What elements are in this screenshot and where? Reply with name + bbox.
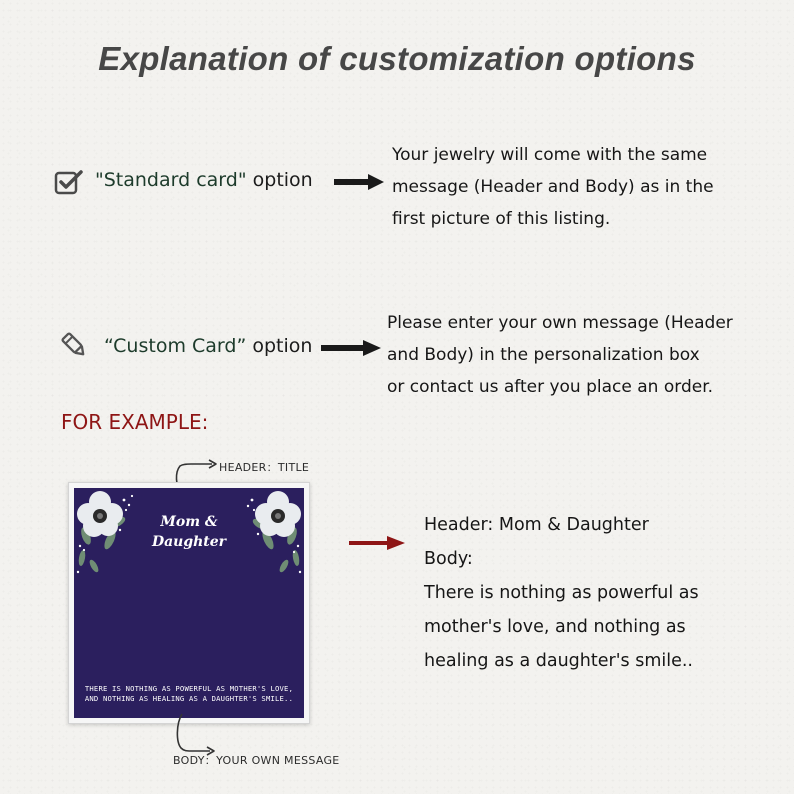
example-body-line: healing as a daughter's smile.. <box>424 651 693 671</box>
description-line: Your jewelry will come with the same <box>392 145 708 165</box>
custom-card-name: “Custom Card” <box>104 335 247 357</box>
description-line: Please enter your own message (Header <box>387 313 733 333</box>
header-callout-label: HEADER：TITLE <box>219 461 310 474</box>
standard-arrow-icon <box>334 174 384 190</box>
custom-card-suffix: option <box>246 335 313 357</box>
pencil-icon <box>59 330 89 364</box>
card-header-text <box>74 512 304 552</box>
checkbox-icon <box>54 168 84 200</box>
example-body-label: Body: <box>424 549 473 569</box>
page-title: Explanation of customization options <box>98 40 696 77</box>
custom-card-option-label <box>104 335 312 357</box>
card-header-line: Mom & <box>160 514 218 530</box>
custom-arrow-icon <box>321 340 381 356</box>
example-card <box>68 482 310 724</box>
example-explanation <box>424 508 699 678</box>
card-body-text <box>82 684 296 704</box>
body-callout-label: BODY：YOUR OWN MESSAGE <box>173 754 340 767</box>
description-line: first picture of this listing. <box>392 209 611 229</box>
standard-card-name: "Standard card" <box>95 169 247 191</box>
description-line: or contact us after you place an order. <box>387 377 714 397</box>
standard-card-suffix: option <box>246 169 313 191</box>
standard-card-option-label <box>95 169 313 191</box>
standard-card-description <box>392 139 714 235</box>
for-example-label: FOR EXAMPLE: <box>61 410 209 434</box>
card-header-line: Daughter <box>151 534 227 550</box>
example-body-line: mother's love, and nothing as <box>424 617 686 637</box>
example-body-line: There is nothing as powerful as <box>424 583 699 603</box>
custom-card-description <box>387 307 733 403</box>
description-line: message (Header and Body) as in the <box>392 177 714 197</box>
card-face <box>74 488 304 718</box>
example-header-line: Header: Mom & Daughter <box>424 515 649 535</box>
card-body-line: AND NOTHING AS HEALING AS A DAUGHTER'S SMILE.. <box>84 694 294 703</box>
example-arrow-icon <box>349 536 405 550</box>
card-body-line: THERE IS NOTHING AS POWERFUL AS MOTHER'S LOVE, <box>84 684 294 693</box>
description-line: and Body) in the personalization box <box>387 345 700 365</box>
